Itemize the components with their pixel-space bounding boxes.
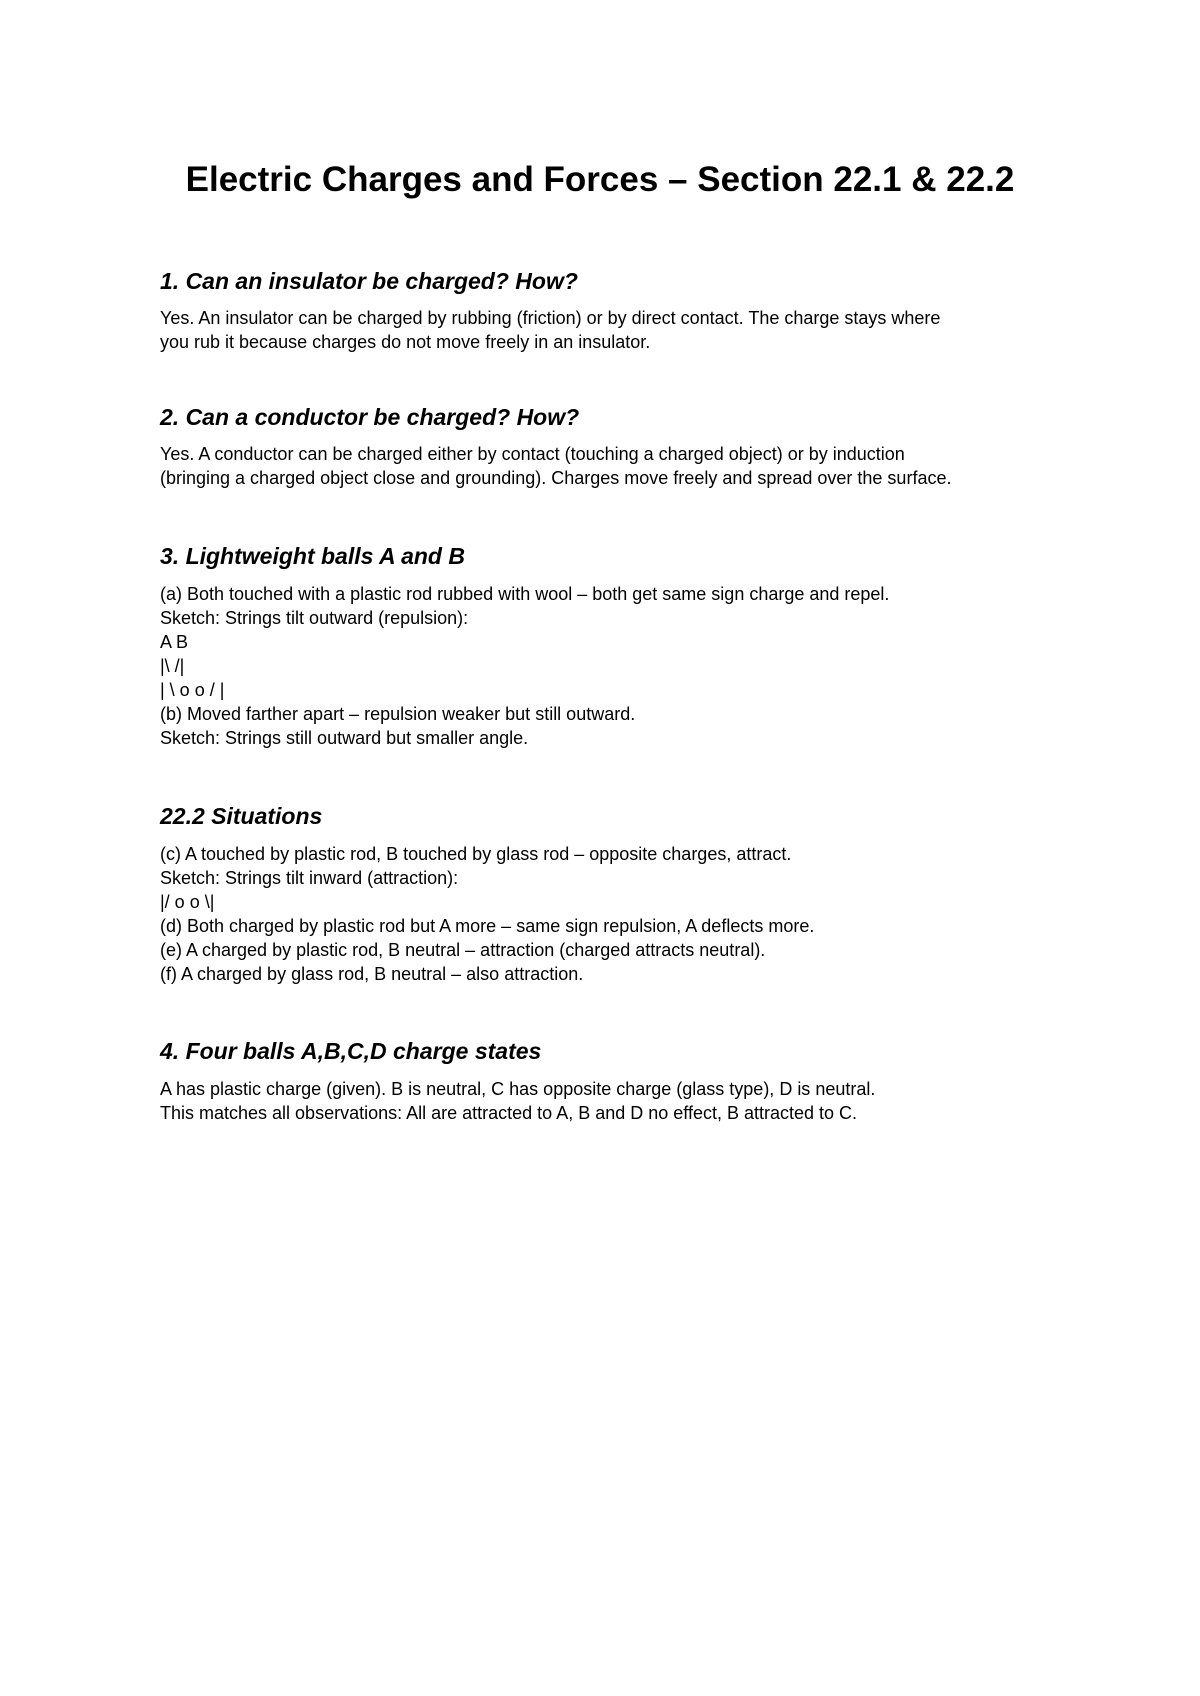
section-4-heading: 4. Four balls A,B,C,D charge states: [160, 1038, 542, 1064]
body-line: Sketch: Strings still outward but smaller angle.: [160, 728, 529, 748]
body-line: Yes. An insulator can be charged by rubbing (friction) or by direct contact. The charge stays where: [160, 308, 941, 328]
body-line: | \ o o / |: [160, 680, 225, 700]
section-2-body: [160, 442, 1060, 490]
body-line: A B: [160, 632, 189, 652]
body-line: (c) A touched by plastic rod, B touched by glass rod – opposite charges, attract.: [160, 844, 792, 864]
body-line: (bringing a charged object close and grounding). Charges move freely and spread over the surface.: [160, 468, 952, 488]
body-line: (d) Both charged by plastic rod but A more – same sign repulsion, A deflects more.: [160, 916, 815, 936]
page-title: Electric Charges and Forces – Section 22.1 & 22.2: [185, 160, 1015, 199]
section-22-2-body: [160, 842, 1060, 986]
body-line: (a) Both touched with a plastic rod rubbed with wool – both get same sign charge and repel.: [160, 584, 890, 604]
section-1-heading: 1. Can an insulator be charged? How?: [160, 268, 578, 294]
body-line: you rub it because charges do not move freely in an insulator.: [160, 332, 651, 352]
body-line: |\ /|: [160, 656, 185, 676]
section-2-heading: 2. Can a conductor be charged? How?: [160, 404, 580, 430]
body-line: (f) A charged by glass rod, B neutral – also attraction.: [160, 964, 584, 984]
body-line: (e) A charged by plastic rod, B neutral – attraction (charged attracts neutral).: [160, 940, 766, 960]
section-3-body: [160, 582, 1060, 750]
section-1-body: [160, 306, 1060, 354]
body-line: Sketch: Strings tilt inward (attraction):: [160, 868, 459, 888]
body-line: A has plastic charge (given). B is neutral, C has opposite charge (glass type), D is neutral.: [160, 1079, 876, 1099]
body-line: Sketch: Strings tilt outward (repulsion):: [160, 608, 469, 628]
section-4-body: [160, 1077, 1060, 1125]
body-line: |/ o o \|: [160, 892, 215, 912]
section-3-heading: 3. Lightweight balls A and B: [160, 543, 465, 569]
section-22-2-heading: 22.2 Situations: [160, 803, 323, 829]
body-line: Yes. A conductor can be charged either by contact (touching a charged object) or by induction: [160, 444, 905, 464]
body-line: (b) Moved farther apart – repulsion weaker but still outward.: [160, 704, 636, 724]
body-line: This matches all observations: All are attracted to A, B and D no effect, B attracted to C.: [160, 1103, 858, 1123]
